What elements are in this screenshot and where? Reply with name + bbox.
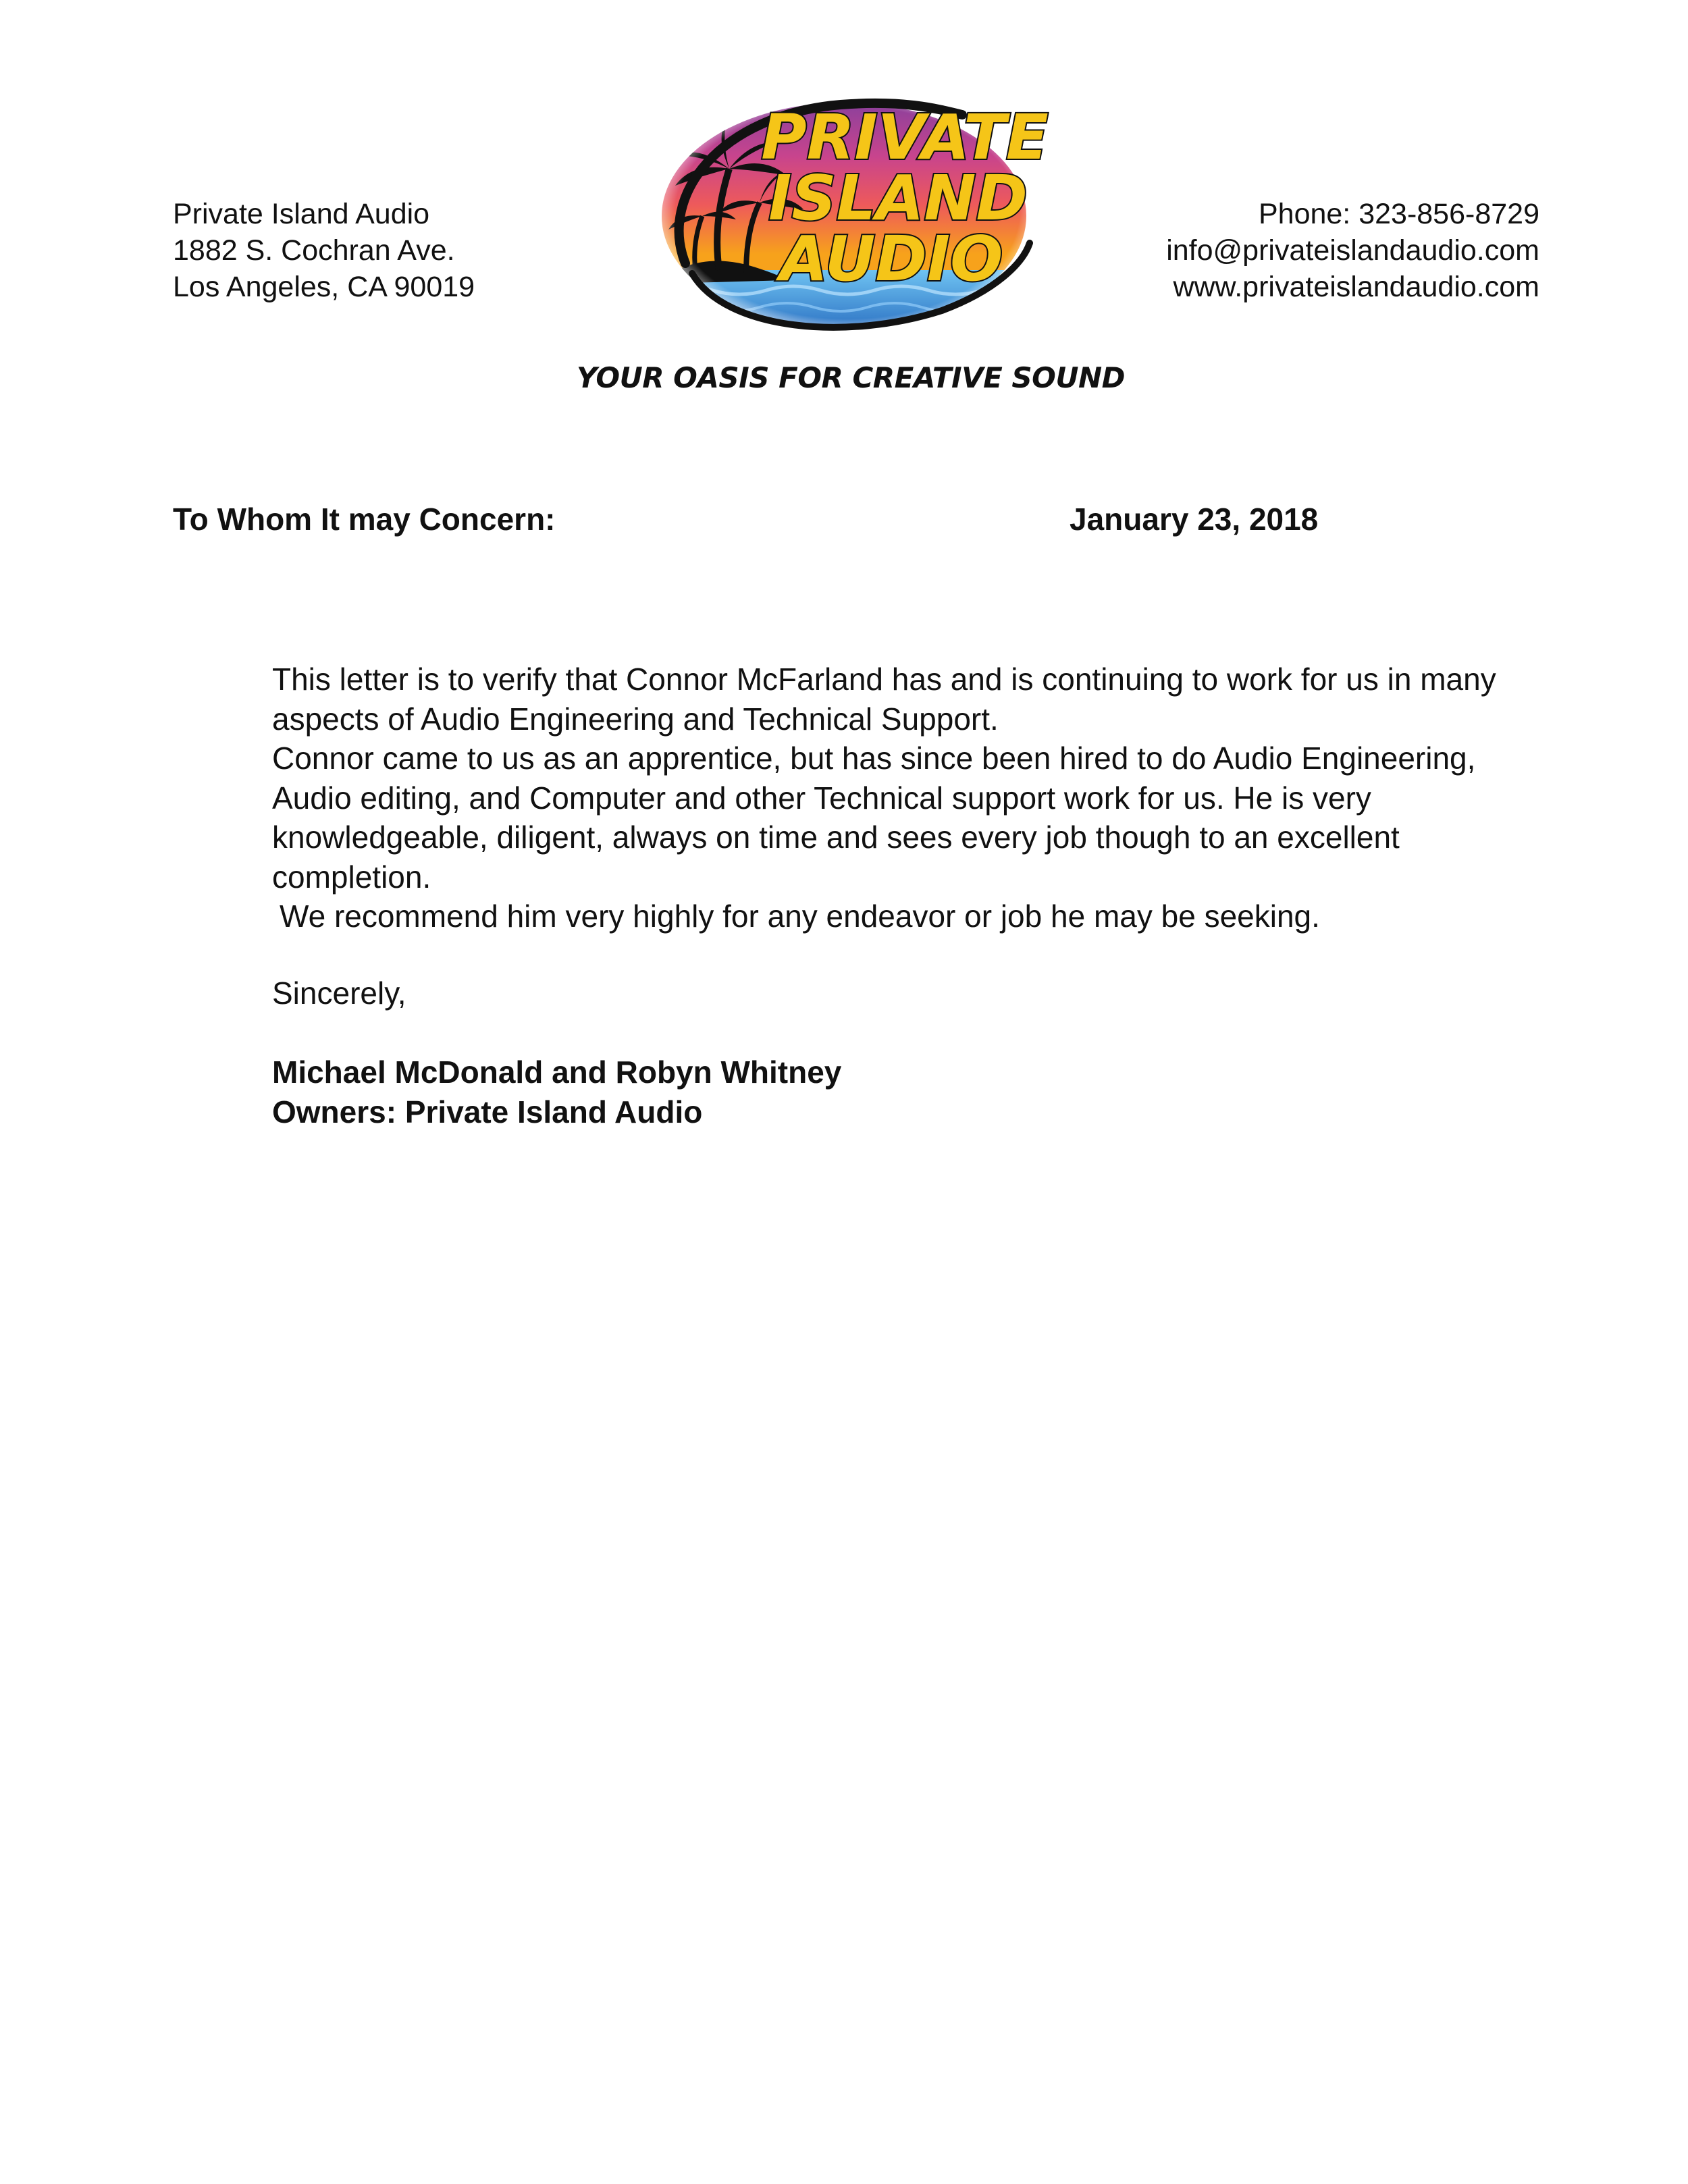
- salutation: To Whom It may Concern:: [173, 502, 556, 537]
- body-paragraph: This letter is to verify that Connor McFarland has and is continuing to work for us in many aspects of Audio Engineering and Technical Support.: [272, 662, 1496, 737]
- closing: Sincerely,: [272, 976, 406, 1011]
- city-state-zip: Los Angeles, CA 90019: [173, 271, 475, 303]
- contact-info: [1166, 196, 1539, 305]
- tagline: YOUR OASIS FOR CREATIVE SOUND: [576, 361, 1125, 394]
- body-paragraph: We recommend him very highly for any endeavor or job he may be seeking.: [280, 899, 1320, 934]
- logo-text-line-3: AUDIO: [779, 223, 1003, 295]
- letter-body: [173, 660, 1530, 936]
- signer-title: Owners: Private Island Audio: [272, 1094, 703, 1129]
- logo-text-line-2: ISLAND: [768, 162, 1028, 234]
- signature-block: [272, 1053, 841, 1131]
- email-address: info@privateislandaudio.com: [1166, 234, 1539, 267]
- street-address: 1882 S. Cochran Ave.: [173, 234, 455, 267]
- signer-names: Michael McDonald and Robyn Whitney: [272, 1055, 842, 1090]
- logo-text-line-1: PRIVATE: [761, 101, 1049, 174]
- phone-number: Phone: 323-856-8729: [1258, 198, 1539, 230]
- body-paragraph: Connor came to us as an apprentice, but has since been hired to do Audio Engineering, Audio editing, and Computer and other Technical support work for us. He is very knowledgeable, diligent, always on time and sees every job though to an excellent completion.: [272, 741, 1476, 895]
- website-url: www.privateislandaudio.com: [1173, 271, 1539, 303]
- sender-address: [173, 196, 475, 305]
- company-name: Private Island Audio: [173, 198, 430, 230]
- palm-tree-island-logo: [645, 88, 1050, 338]
- letter-date: January 23, 2018: [1070, 502, 1319, 537]
